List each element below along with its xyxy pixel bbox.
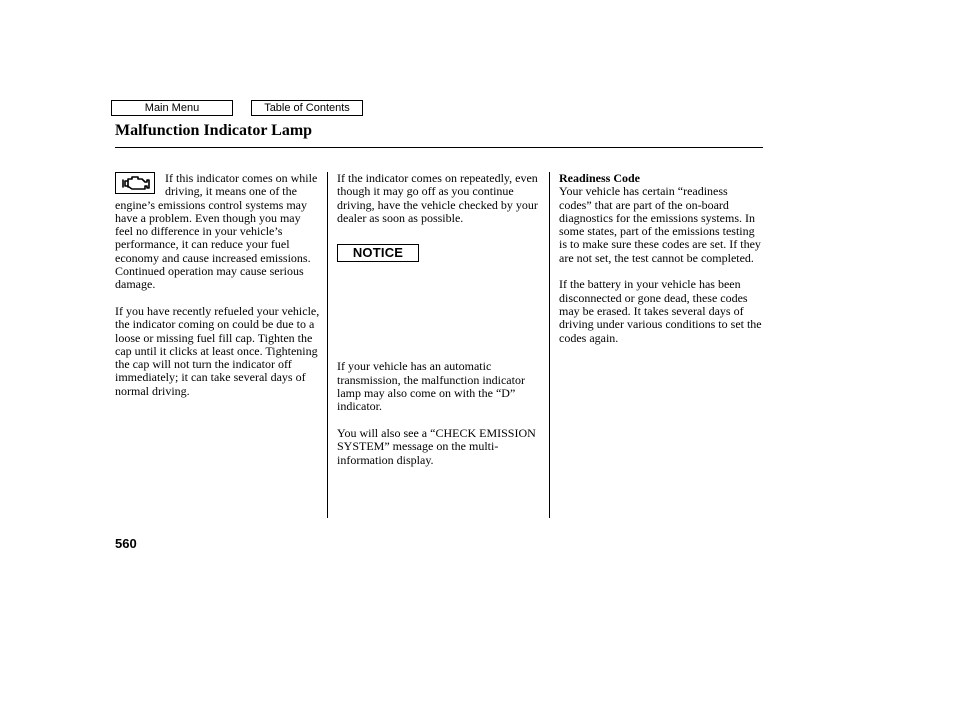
main-menu-button[interactable]: Main Menu (111, 100, 233, 116)
repeated-indicator-text: If the indicator comes on repeatedly, even though it may go off as you continue driving, have the vehicle checked by your dealer as soon as possible. (337, 171, 538, 225)
title-divider (115, 147, 763, 148)
check-engine-icon (115, 172, 155, 194)
page-title: Malfunction Indicator Lamp (115, 122, 313, 139)
column-3 (559, 172, 763, 358)
indicator-description-text: If this indicator comes on while driving, it means one of the engine’s emissions control systems may have a problem. Even though you may feel no difference in your vehicle’s performance, it can reduce your fuel economy and cause increased emissions. Continued operation may cause serious damage. (115, 171, 318, 292)
column-2 (337, 172, 541, 480)
column-1 (115, 172, 321, 411)
readiness-code-text: Your vehicle has certain “readiness codes” that are part of the on-board diagnostics for the emissions systems. In some states, part of the emissions testing is to make sure these codes are set. If they are not set, the test cannot be completed. (559, 184, 761, 265)
refuel-cap-text: If you have recently refueled your vehicle, the indicator coming on could be due to a loose or missing fuel fill cap. Tighten the cap until it clicks at least once. Tightening the cap will not turn the indicator off immediately; it can take several days of normal driving. (115, 303, 320, 398)
table-of-contents-button[interactable]: Table of Contents (251, 100, 363, 116)
check-emission-message-text: You will also see a “CHECK EMISSION SYSTEM” message on the multi-information display. (337, 425, 536, 467)
battery-disconnect-text: If the battery in your vehicle has been disconnected or gone dead, these codes may be erased. It takes several days of driving under various conditions to set the codes again. (559, 277, 762, 345)
notice-spacer (337, 262, 541, 360)
column-divider-2 (549, 172, 550, 518)
page-number: 560 (115, 536, 137, 551)
column-divider-1 (327, 172, 328, 518)
notice-label: NOTICE (337, 244, 419, 262)
readiness-code-heading: Readiness Code (559, 171, 641, 185)
automatic-transmission-text: If your vehicle has an automatic transmission, the malfunction indicator lamp may also come on with the “D” indicator. (337, 359, 525, 414)
